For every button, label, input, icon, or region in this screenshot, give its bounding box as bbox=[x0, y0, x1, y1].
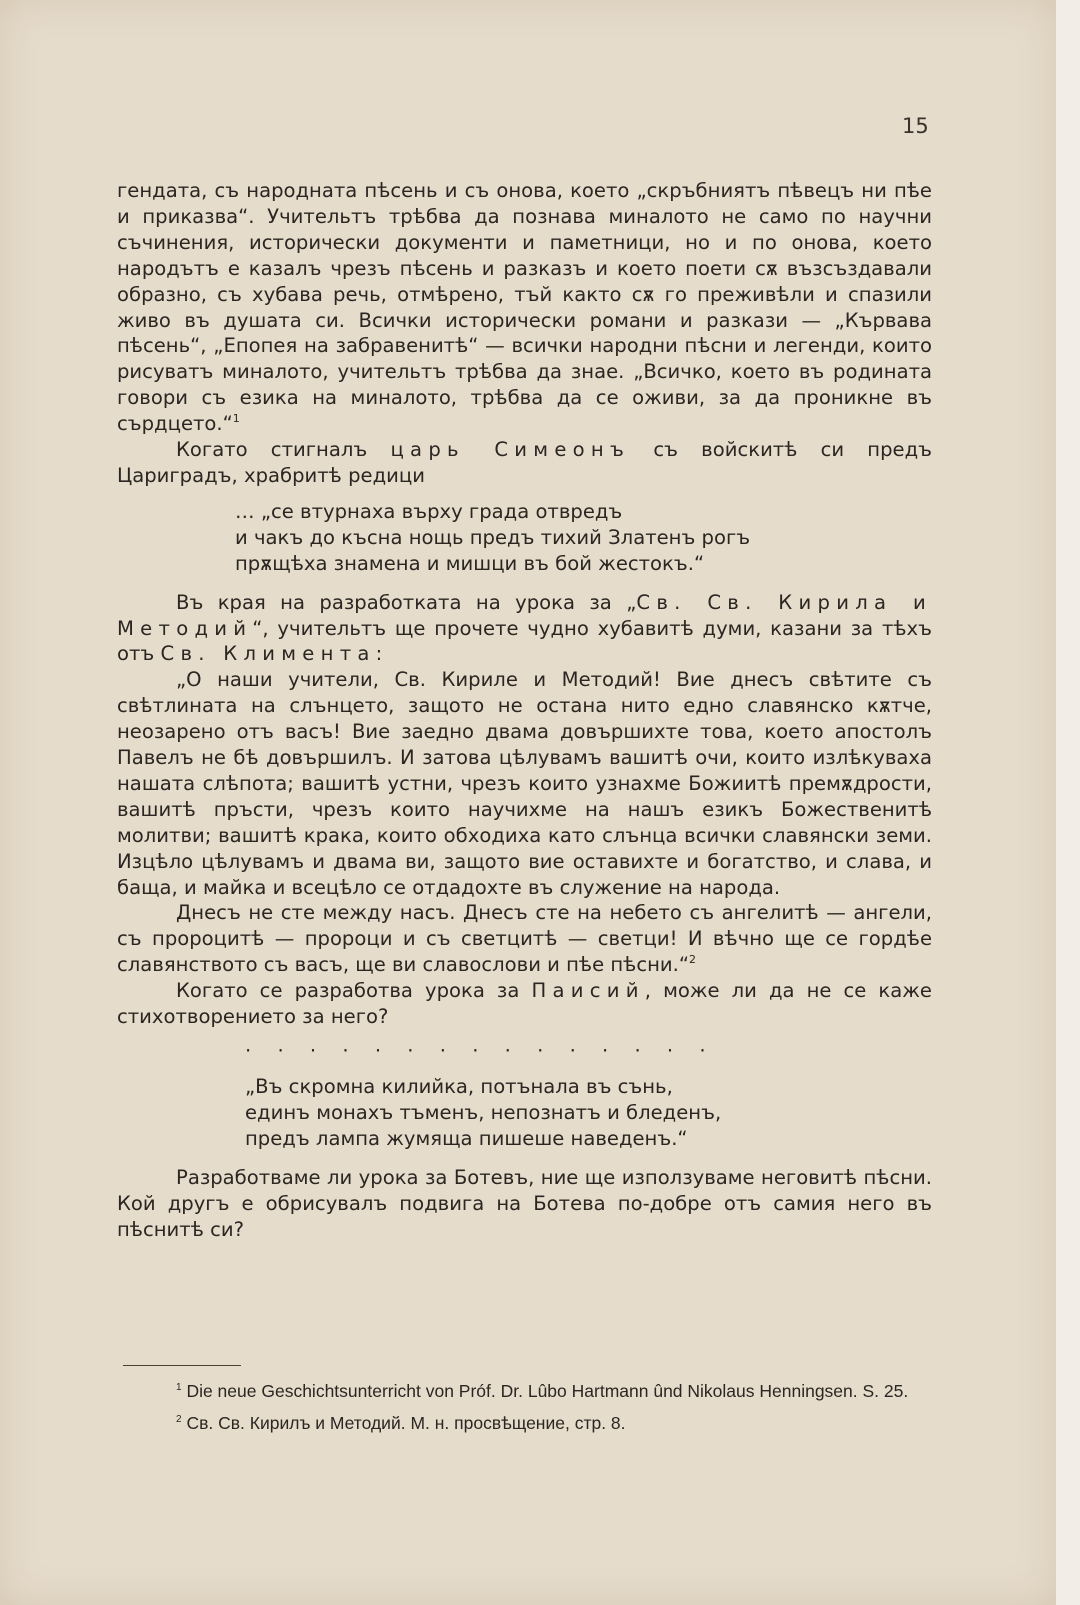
main-text bbox=[117, 178, 932, 1242]
verse-line: „Въ скромна килийка, потънала въ сънь, bbox=[245, 1075, 673, 1098]
page-number: 15 bbox=[902, 114, 929, 138]
emphasis-paisiy: Паисий bbox=[531, 979, 645, 1003]
footnotes bbox=[120, 1380, 935, 1438]
verse-line: … „се втурнаха върху града отвредъ bbox=[235, 499, 623, 523]
verse-block-1 bbox=[235, 499, 932, 577]
paragraph-2: Когато стигналъ царь Симеонъ съ войскитѣ си предъ Цариградъ, храбритѣ редици bbox=[117, 438, 932, 487]
verse-line: прѫщѣха знамена и мишци въ бой жестокъ.“ bbox=[235, 551, 705, 575]
verse-line: единъ монахъ тъменъ, непознатъ и бледенъ, bbox=[245, 1100, 722, 1124]
paragraph-7: Разработваме ли урока за Ботевъ, ние ще използуваме неговитѣ пѣсни. Кой другъ е обрисувалъ подвига на Ботева по-добре отъ самия него въ пѣснитѣ си? bbox=[117, 1165, 932, 1241]
footnote-1: $^1$ Die neue Geschichtsunterricht von Próf. Dr. Lûbo Hartmann ûnd Nikolaus Henningsen. S. 25. bbox=[176, 1381, 909, 1401]
paragraph-6: Когато се разработва урока за Паисий, може ли да не се каже стихотворението за него? bbox=[117, 979, 932, 1029]
emphasis-kiril-metodiy: Св. Св. Кирила и Методий bbox=[117, 590, 932, 640]
emphasis-kliment: Св. Климента bbox=[160, 642, 376, 666]
verse-block-2 bbox=[245, 1074, 932, 1152]
ellipsis-dots: · · · · · · · · · · · · · · · bbox=[245, 1039, 716, 1062]
emphasis-simeon: царь Симеонъ bbox=[390, 438, 631, 462]
footnote-2: $^2$ Св. Св. Кирилъ и Методий. М. н. просвѣщение, стр. 8. bbox=[176, 1413, 626, 1433]
paragraph-3: Въ края на разработката на урока за „Св. Св. Кирила и Методий“, учительтъ ще прочете чудно хубавитѣ думи, казани за тѣхъ отъ Св. Климента: bbox=[117, 590, 932, 666]
paragraph-4: „О наши учители, Св. Кириле и Методий! Вие днесъ свѣтите съ свѣтлината на слънцето, защото не остана нито едно славянско кѫтче, неозарено отъ васъ! Вие заедно двама довършихте това, което апостолъ Павелъ не бѣ довършилъ. И затова цѣлувамъ вашитѣ очи, които излѣкуваха нашата слѣпота; вашитѣ устни, чрезъ които узнахме Божиитѣ премѫдрости, вашитѣ пръсти, чрезъ които научихме на нашъ езикъ Божественитѣ молитви; вашитѣ крака, които обходиха като слънца всички славянски земи. Изцѣло цѣлувамъ и двама ви, защото вие оставихте и богатство, и слава, и баща, и майка и всецѣло се отдадохте въ служение на народа. bbox=[117, 668, 932, 899]
verse-line: предъ лампа жумяща пишеше наведенъ.“ bbox=[245, 1126, 688, 1150]
page-edge bbox=[1056, 0, 1080, 1605]
paragraph-1: гендата, съ народната пѣсень и съ онова, което „скръбниятъ пѣвецъ ни пѣе и приказва“. Учительтъ трѣбва да познава миналото не само по научни съчинения, исторически документи и паметници, но и по онова, което народътъ е казалъ чрезъ пѣсень и разказъ и което поети сѫ възсъздавали образно, съ хубава речь, отмѣрено, тъй както сѫ го преживѣли и спазили живо въ душата си. Всички исторически романи и разкази — „Кървава пѣсень“, „Епопея на забравенитѣ“ — всички народни пѣсни и легенди, които рисуватъ миналото, учительтъ трѣбва да знае. „Всичко, което въ родината говори съ езика на миналото, трѣбва да се оживи, за да проникне въ сърдцето.“$^1$ bbox=[117, 179, 932, 436]
paragraph-5: Днесъ не сте между насъ. Днесъ сте на небето съ ангелитѣ — ангели, съ пророцитѣ — пророци и съ светцитѣ — светци! И вѣчно ще се гордѣе славянството съ васъ, ще ви славослови и пѣе пѣсни.“$^2$ bbox=[117, 901, 932, 977]
footnote-ref-1: 1 bbox=[232, 412, 240, 426]
footnote-ref-2: 2 bbox=[689, 953, 697, 967]
footnote-divider bbox=[123, 1365, 241, 1366]
verse-line: и чакъ до късна нощь предъ тихий Златенъ рогъ bbox=[235, 525, 751, 549]
